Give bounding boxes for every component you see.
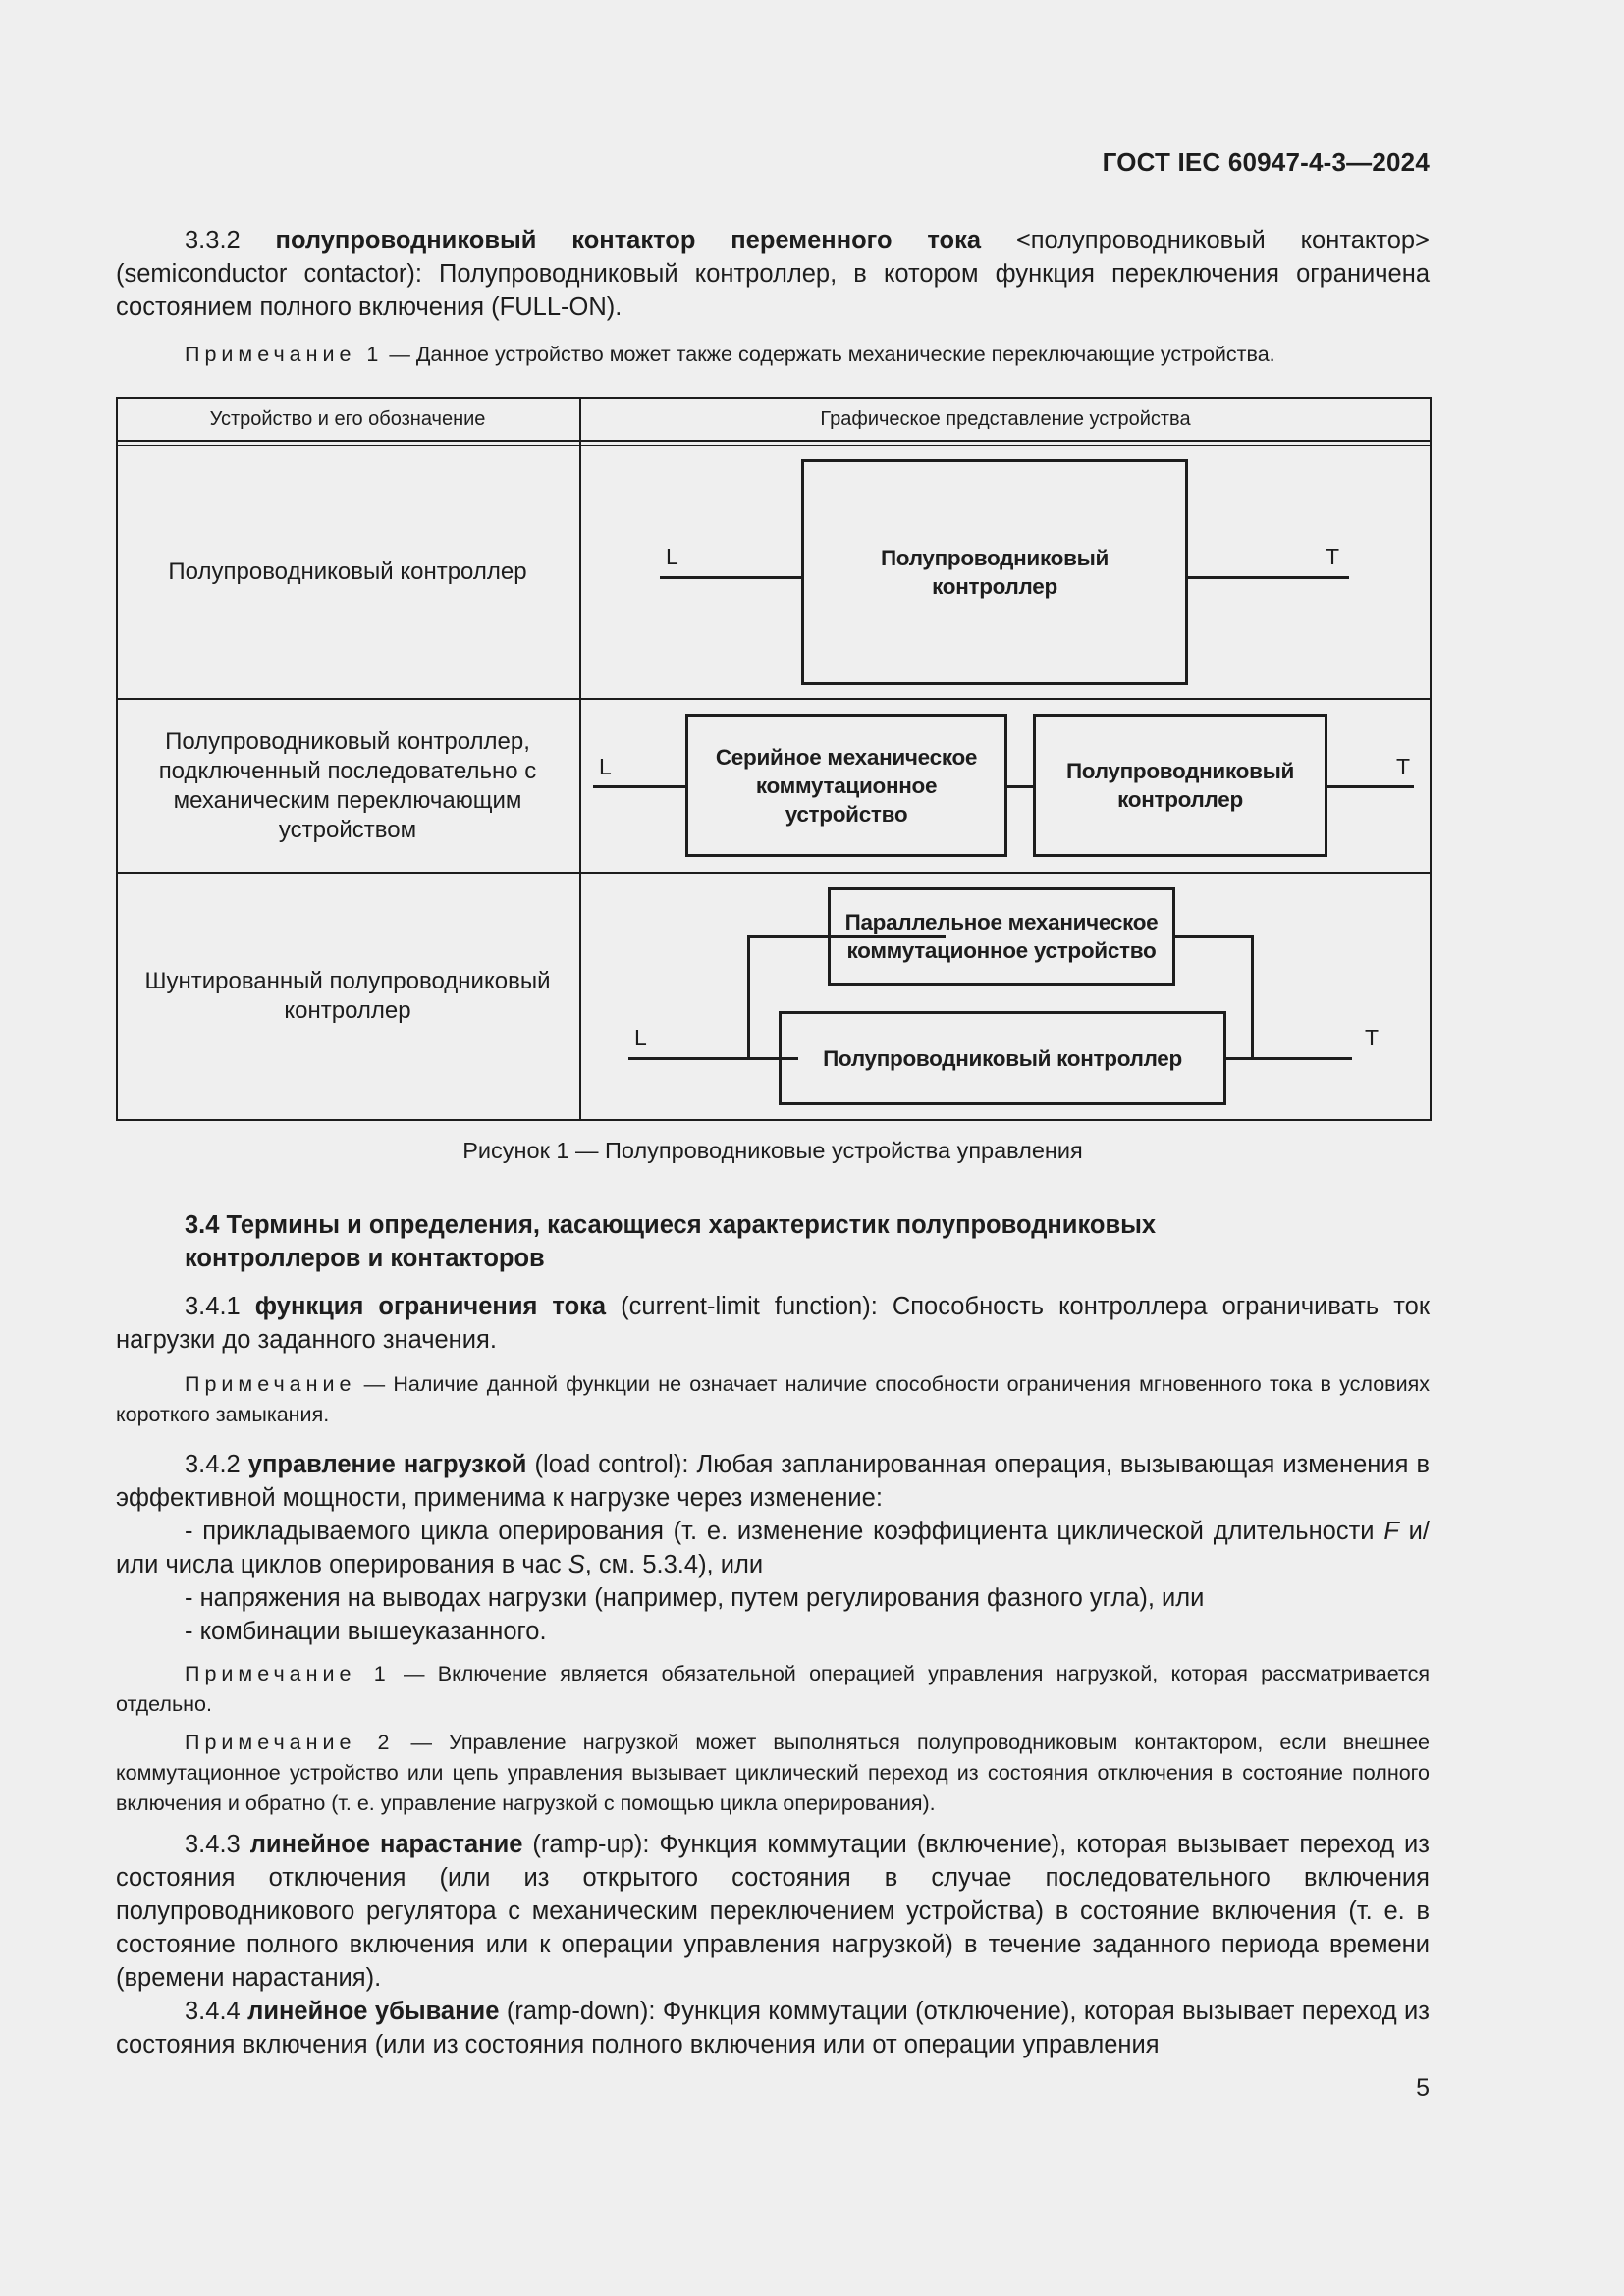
list-item-1: - прикладываемого цикла оперирования (т. е. изменение коэффициента циклической длительности F и/или числа циклов оперирования в час S, см. 5.3.4), или: [116, 1518, 1430, 1578]
semiconductor-controller-box: Полупроводниковый контроллер: [1033, 714, 1327, 857]
clause-3-4-1: [116, 1290, 1430, 1357]
row-1-device-name: Полупроводниковый контроллер: [168, 558, 527, 585]
term: управление нагрузкой: [247, 1451, 527, 1478]
header-divider: [116, 440, 1432, 442]
definition: (ramp-up): Функция коммутации (включение), которая вызывает переход из состояния отключения (или из открытого состояния в случае последовательного включения полупроводникового регулятора с механическим переключением устройства) в состояние включения (т. е. в состояние полного включения или к операции управления нагрузкой) в течение заданного периода времени (времени нарастания).: [116, 1831, 1430, 1992]
note-3-4-1: [116, 1369, 1430, 1430]
note-1-3-4-2: [116, 1659, 1430, 1720]
serial-mechanical-switch-box: Серийное механическое коммутационное устройство: [685, 714, 1007, 857]
figure-table: [116, 397, 1432, 1121]
section-3-4-heading: 3.4 Термины и определения, касающиеся характеристик полупроводниковых контроллеров и контакторов: [185, 1211, 1157, 1272]
document-header: ГОСТ IEC 60947-4-3—2024: [1102, 147, 1430, 177]
list-item-2: - напряжения на выводах нагрузки (например, путем регулирования фазного угла), или: [185, 1584, 1205, 1612]
wire-right: [1326, 785, 1414, 788]
row-2-device-name: Полупроводниковый контроллер, подключенный последовательно с механическим переключающим устройством: [158, 727, 537, 843]
bypass-wire-left-vertical: [747, 935, 750, 1060]
terminal-L: L: [634, 1025, 647, 1050]
note-2-3-4-2: [116, 1728, 1430, 1819]
wire-middle: [1005, 785, 1035, 788]
clause-3-4-3: [116, 1828, 1430, 1995]
column-header-device: Устройство и его обозначение: [209, 408, 486, 430]
clause-number: 3.4.3: [185, 1831, 241, 1858]
note-label: Примечание 2: [185, 1731, 395, 1754]
symbol-S: S: [568, 1551, 585, 1578]
wire-left: [660, 576, 803, 579]
definition: <полупроводниковый контактор> (semiconductor contactor): Полупроводниковый контроллер, в котором функция переключения ограничена состоянием полного включения (FULL-ON).: [116, 227, 1430, 321]
term: полупроводниковый контактор переменного тока: [275, 227, 982, 254]
note-3-3-2: [116, 340, 1430, 370]
page-number: 5: [1416, 2074, 1430, 2102]
definition: (ramp-down): Функция коммутации (отключение), которая вызывает переход из состояния включения (или из состояния полного включения или от операции управления: [116, 1998, 1430, 2058]
note-text: — Наличие данной функции не означает наличие способности ограничения мгновенного тока в условиях короткого замыкания.: [116, 1372, 1430, 1426]
note-label: Примечание 1: [185, 343, 384, 366]
terminal-L: L: [599, 754, 612, 779]
terminal-T: T: [1365, 1025, 1380, 1050]
symbol-F: F: [1383, 1518, 1399, 1545]
list-item-3: - комбинации вышеуказанного.: [185, 1618, 547, 1645]
figure-caption: Рисунок 1 — Полупроводниковые устройства управления: [462, 1138, 1083, 1163]
wire-left: [593, 785, 687, 788]
term: функция ограничения тока: [254, 1293, 607, 1320]
bypass-wire-right-vertical: [1251, 935, 1254, 1060]
parallel-mechanical-switch-box: Параллельное механическое коммутационное устройство: [828, 887, 1175, 986]
note-label: Примечание: [185, 1372, 356, 1396]
clause-number: 3.3.2: [185, 227, 241, 254]
column-divider: [579, 397, 581, 1121]
bypass-wire-top-right: [1173, 935, 1254, 938]
term: линейное нарастание: [249, 1831, 523, 1858]
terminal-T: T: [1326, 544, 1340, 569]
clause-3-4-2: [116, 1448, 1430, 1515]
clause-number: 3.4.2: [185, 1451, 241, 1478]
note-text: — Включение является обязательной операцией управления нагрузкой, которая рассматривается отдельно.: [116, 1662, 1431, 1716]
clause-3-3-2: [116, 224, 1430, 324]
column-header-graphic: Графическое представление устройства: [820, 408, 1191, 430]
clause-number: 3.4.4: [185, 1998, 241, 2025]
wire-right: [1224, 1057, 1352, 1060]
definition: (load control): Любая запланированная операция, вызывающая изменения в эффективной мощности, применима к нагрузке через изменение:: [116, 1451, 1430, 1512]
row-3-device-name: Шунтированный полупроводниковый контроллер: [144, 968, 551, 1024]
definition: (current-limit function): Способность контроллера ограничивать ток нагрузки до заданного значения.: [116, 1293, 1430, 1354]
semiconductor-controller-box: Полупроводниковый контроллер: [779, 1011, 1226, 1105]
term: линейное убывание: [247, 1998, 500, 2025]
note-label: Примечание 1: [185, 1662, 391, 1685]
note-text: — Управление нагрузкой может выполняться полупроводниковым контактором, если внешнее коммутационное устройство или цепь управления вызывает циклический переход из состояния отключения в состояние полного включения и обратно (т. е. управление нагрузкой с помощью цикла оперирования).: [116, 1731, 1431, 1815]
wire-right: [1186, 576, 1349, 579]
terminal-L: L: [666, 544, 678, 569]
clause-number: 3.4.1: [185, 1293, 241, 1320]
wire-left: [628, 1057, 750, 1060]
semiconductor-controller-box: Полупроводниковый контроллер: [801, 459, 1188, 685]
terminal-T: T: [1396, 754, 1411, 779]
clause-3-4-4: [116, 1995, 1430, 2061]
note-text: — Данное устройство может также содержать механические переключающие устройства.: [383, 343, 1275, 366]
